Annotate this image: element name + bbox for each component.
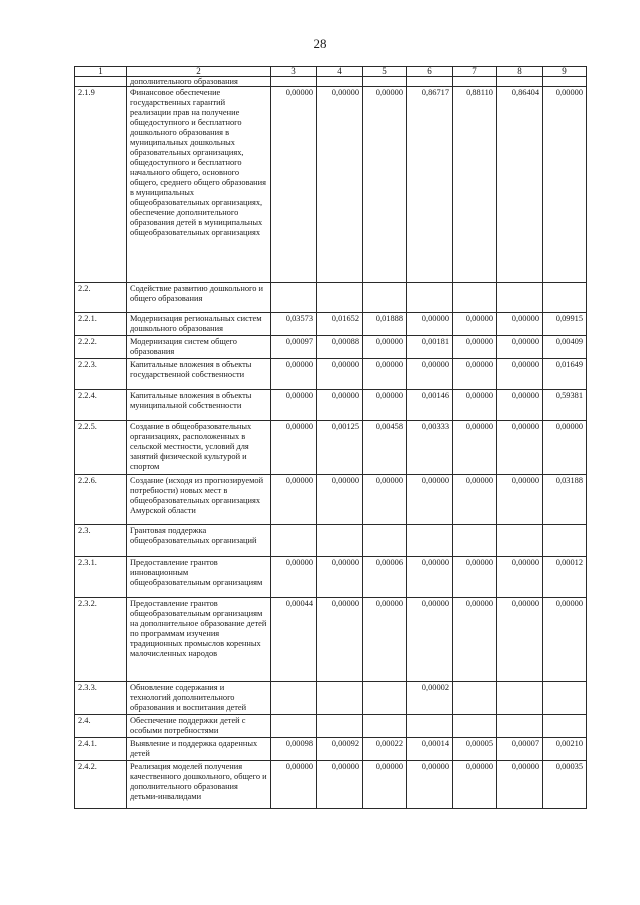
table-row bbox=[75, 682, 587, 715]
value-cell: 0,00000 bbox=[363, 87, 407, 283]
header-cell: 2 bbox=[127, 67, 271, 77]
continuation-row bbox=[75, 77, 587, 87]
value-cell bbox=[497, 682, 543, 715]
header-cell: 8 bbox=[497, 67, 543, 77]
header-cell: 3 bbox=[271, 67, 317, 77]
value-cell: 0,00092 bbox=[317, 738, 363, 761]
value-cell bbox=[407, 525, 453, 557]
row-number: 2.2.6. bbox=[75, 475, 127, 525]
value-cell: 0,00000 bbox=[453, 359, 497, 390]
value-cell: 0,00007 bbox=[497, 738, 543, 761]
value-cell: 0,00125 bbox=[317, 421, 363, 475]
value-cell: 0,00000 bbox=[317, 557, 363, 598]
value-cell bbox=[543, 682, 587, 715]
table-row bbox=[75, 761, 587, 809]
value-cell: 0,00181 bbox=[407, 336, 453, 359]
table-row bbox=[75, 475, 587, 525]
indicator-table bbox=[74, 66, 587, 809]
value-cell: 0,00014 bbox=[407, 738, 453, 761]
table-row bbox=[75, 738, 587, 761]
table-row bbox=[75, 715, 587, 738]
value-cell: 0,00000 bbox=[543, 421, 587, 475]
header-cell: 4 bbox=[317, 67, 363, 77]
page-number: 28 bbox=[313, 36, 327, 51]
value-cell: 0,00000 bbox=[453, 313, 497, 336]
value-cell: 0,00035 bbox=[543, 761, 587, 809]
table-row bbox=[75, 336, 587, 359]
value-cell: 0,00000 bbox=[407, 761, 453, 809]
value-cell bbox=[317, 283, 363, 313]
row-number: 2.2. bbox=[75, 283, 127, 313]
value-cell: 0,00000 bbox=[363, 336, 407, 359]
value-cell bbox=[543, 525, 587, 557]
value-cell: 0,03573 bbox=[271, 313, 317, 336]
value-cell bbox=[271, 682, 317, 715]
value-cell bbox=[317, 715, 363, 738]
row-description: Создание (исходя из прогнозируемой потребности) новых мест в общеобразовательных организациях Амурской области bbox=[127, 475, 271, 525]
value-cell: 0,00000 bbox=[363, 475, 407, 525]
value-cell: 0,00000 bbox=[407, 475, 453, 525]
value-cell bbox=[407, 715, 453, 738]
row-number: 2.4.2. bbox=[75, 761, 127, 809]
value-cell bbox=[317, 525, 363, 557]
value-cell: 0,00000 bbox=[363, 761, 407, 809]
value-cell: 0,00000 bbox=[271, 87, 317, 283]
table-row bbox=[75, 421, 587, 475]
value-cell: 0,00000 bbox=[271, 475, 317, 525]
value-cell bbox=[453, 525, 497, 557]
value-cell: 0,00000 bbox=[453, 557, 497, 598]
row-number: 2.2.1. bbox=[75, 313, 127, 336]
value-cell: 0,00098 bbox=[271, 738, 317, 761]
value-cell bbox=[407, 283, 453, 313]
value-cell bbox=[453, 682, 497, 715]
value-cell: 0,00210 bbox=[543, 738, 587, 761]
value-cell bbox=[453, 715, 497, 738]
value-cell: 0,00000 bbox=[543, 87, 587, 283]
row-description: Обеспечение поддержки детей с особыми потребностями bbox=[127, 715, 271, 738]
row-number: 2.4. bbox=[75, 715, 127, 738]
value-cell bbox=[363, 525, 407, 557]
value-cell bbox=[317, 682, 363, 715]
value-cell: 0,00000 bbox=[453, 421, 497, 475]
value-cell: 0,00012 bbox=[543, 557, 587, 598]
value-cell: 0,00000 bbox=[497, 336, 543, 359]
value-cell: 0,00000 bbox=[363, 598, 407, 682]
value-cell: 0,00000 bbox=[497, 390, 543, 421]
row-number: 2.2.3. bbox=[75, 359, 127, 390]
row-number: 2.3.3. bbox=[75, 682, 127, 715]
value-cell: 0,00000 bbox=[363, 390, 407, 421]
value-cell bbox=[497, 715, 543, 738]
value-cell: 0,01649 bbox=[543, 359, 587, 390]
value-cell: 0,00005 bbox=[453, 738, 497, 761]
row-description: Модернизация региональных систем дошкольного образования bbox=[127, 313, 271, 336]
value-cell: 0,00000 bbox=[497, 475, 543, 525]
value-cell bbox=[543, 715, 587, 738]
value-cell: 0,59381 bbox=[543, 390, 587, 421]
value-cell: 0,86404 bbox=[497, 87, 543, 283]
row-description: Капитальные вложения в объекты муниципальной собственности bbox=[127, 390, 271, 421]
table-row bbox=[75, 525, 587, 557]
value-cell: 0,00333 bbox=[407, 421, 453, 475]
header-row bbox=[75, 67, 587, 77]
value-cell bbox=[497, 525, 543, 557]
value-cell: 0,09915 bbox=[543, 313, 587, 336]
value-cell: 0,00000 bbox=[497, 761, 543, 809]
value-cell bbox=[363, 283, 407, 313]
row-description: Реализация моделей получения качественного дошкольного, общего и дополнительного образования детьми-инвалидами bbox=[127, 761, 271, 809]
row-number: 2.2.5. bbox=[75, 421, 127, 475]
table-row bbox=[75, 557, 587, 598]
value-cell: 0,00000 bbox=[453, 761, 497, 809]
value-cell: 0,00000 bbox=[317, 761, 363, 809]
value-cell: 0,00000 bbox=[407, 359, 453, 390]
value-cell bbox=[271, 283, 317, 313]
value-cell: 0,00088 bbox=[317, 336, 363, 359]
continuation-num-cell bbox=[75, 77, 127, 87]
value-cell: 0,00000 bbox=[453, 336, 497, 359]
value-cell: 0,00000 bbox=[363, 359, 407, 390]
value-cell bbox=[363, 715, 407, 738]
value-cell: 0,00000 bbox=[453, 390, 497, 421]
row-description: Обновление содержания и технологий дополнительного образования и воспитания детей bbox=[127, 682, 271, 715]
row-description: Выявление и поддержка одаренных детей bbox=[127, 738, 271, 761]
value-cell: 0,00000 bbox=[317, 390, 363, 421]
row-number: 2.2.4. bbox=[75, 390, 127, 421]
table-row bbox=[75, 598, 587, 682]
value-cell: 0,00000 bbox=[271, 359, 317, 390]
row-description: Грантовая поддержка общеобразовательных организаций bbox=[127, 525, 271, 557]
row-number: 2.2.2. bbox=[75, 336, 127, 359]
header-cell: 6 bbox=[407, 67, 453, 77]
value-cell: 0,00000 bbox=[543, 598, 587, 682]
continuation-text: дополнительного образования bbox=[127, 77, 271, 87]
row-number: 2.3.2. bbox=[75, 598, 127, 682]
value-cell: 0,00146 bbox=[407, 390, 453, 421]
value-cell bbox=[363, 682, 407, 715]
header-cell: 5 bbox=[363, 67, 407, 77]
value-cell bbox=[271, 525, 317, 557]
row-description: Капитальные вложения в объекты государственной собственности bbox=[127, 359, 271, 390]
row-number: 2.1.9 bbox=[75, 87, 127, 283]
row-description: Модернизация систем общего образования bbox=[127, 336, 271, 359]
value-cell: 0,86717 bbox=[407, 87, 453, 283]
row-description: Содействие развитию дошкольного и общего образования bbox=[127, 283, 271, 313]
value-cell: 0,00000 bbox=[453, 475, 497, 525]
value-cell: 0,00006 bbox=[363, 557, 407, 598]
row-description: Создание в общеобразовательных организациях, расположенных в сельской местности, условий для занятий физической культурой и спортом bbox=[127, 421, 271, 475]
value-cell: 0,00000 bbox=[317, 87, 363, 283]
value-cell bbox=[543, 283, 587, 313]
value-cell: 0,00000 bbox=[271, 390, 317, 421]
header-cell: 9 bbox=[543, 67, 587, 77]
table-row bbox=[75, 390, 587, 421]
table-row bbox=[75, 313, 587, 336]
value-cell: 0,00000 bbox=[407, 557, 453, 598]
value-cell: 0,00000 bbox=[497, 598, 543, 682]
value-cell: 0,00000 bbox=[317, 598, 363, 682]
value-cell: 0,00000 bbox=[317, 359, 363, 390]
value-cell: 0,00000 bbox=[497, 557, 543, 598]
table-row bbox=[75, 359, 587, 390]
row-description: Предоставление грантов инновационным общеобразовательным организациям bbox=[127, 557, 271, 598]
row-description: Предоставление грантов общеобразовательным организациям на дополнительное образование детей по программам изучения традиционных промыслов коренных малочисленных народов bbox=[127, 598, 271, 682]
value-cell bbox=[497, 283, 543, 313]
value-cell: 0,00000 bbox=[407, 313, 453, 336]
value-cell: 0,00022 bbox=[363, 738, 407, 761]
value-cell: 0,88110 bbox=[453, 87, 497, 283]
value-cell: 0,01888 bbox=[363, 313, 407, 336]
value-cell: 0,00000 bbox=[497, 313, 543, 336]
value-cell: 0,00000 bbox=[271, 557, 317, 598]
table-row bbox=[75, 87, 587, 283]
value-cell: 0,00458 bbox=[363, 421, 407, 475]
value-cell: 0,00097 bbox=[271, 336, 317, 359]
row-description: Финансовое обеспечение государственных гарантий реализации прав на получение общедоступного и бесплатного дошкольного образования в муниципальных дошкольных образовательных организациях, общедоступного и бесплатного начального общего, основного общего, среднего общего образования в муниципальных общеобразовательных организациях, обеспечение дополнительного образования детей в муниципальных общеобразовательных организациях bbox=[127, 87, 271, 283]
value-cell: 0,00002 bbox=[407, 682, 453, 715]
value-cell: 0,00000 bbox=[497, 359, 543, 390]
value-cell: 0,00000 bbox=[407, 598, 453, 682]
table-row bbox=[75, 283, 587, 313]
row-number: 2.3. bbox=[75, 525, 127, 557]
value-cell: 0,00409 bbox=[543, 336, 587, 359]
value-cell bbox=[271, 715, 317, 738]
value-cell: 0,00000 bbox=[453, 598, 497, 682]
value-cell: 0,00000 bbox=[497, 421, 543, 475]
value-cell: 0,00000 bbox=[317, 475, 363, 525]
value-cell: 0,00044 bbox=[271, 598, 317, 682]
value-cell: 0,03188 bbox=[543, 475, 587, 525]
row-number: 2.3.1. bbox=[75, 557, 127, 598]
value-cell: 0,01652 bbox=[317, 313, 363, 336]
header-cell: 7 bbox=[453, 67, 497, 77]
row-number: 2.4.1. bbox=[75, 738, 127, 761]
value-cell bbox=[453, 283, 497, 313]
header-cell: 1 bbox=[75, 67, 127, 77]
value-cell: 0,00000 bbox=[271, 421, 317, 475]
value-cell: 0,00000 bbox=[271, 761, 317, 809]
